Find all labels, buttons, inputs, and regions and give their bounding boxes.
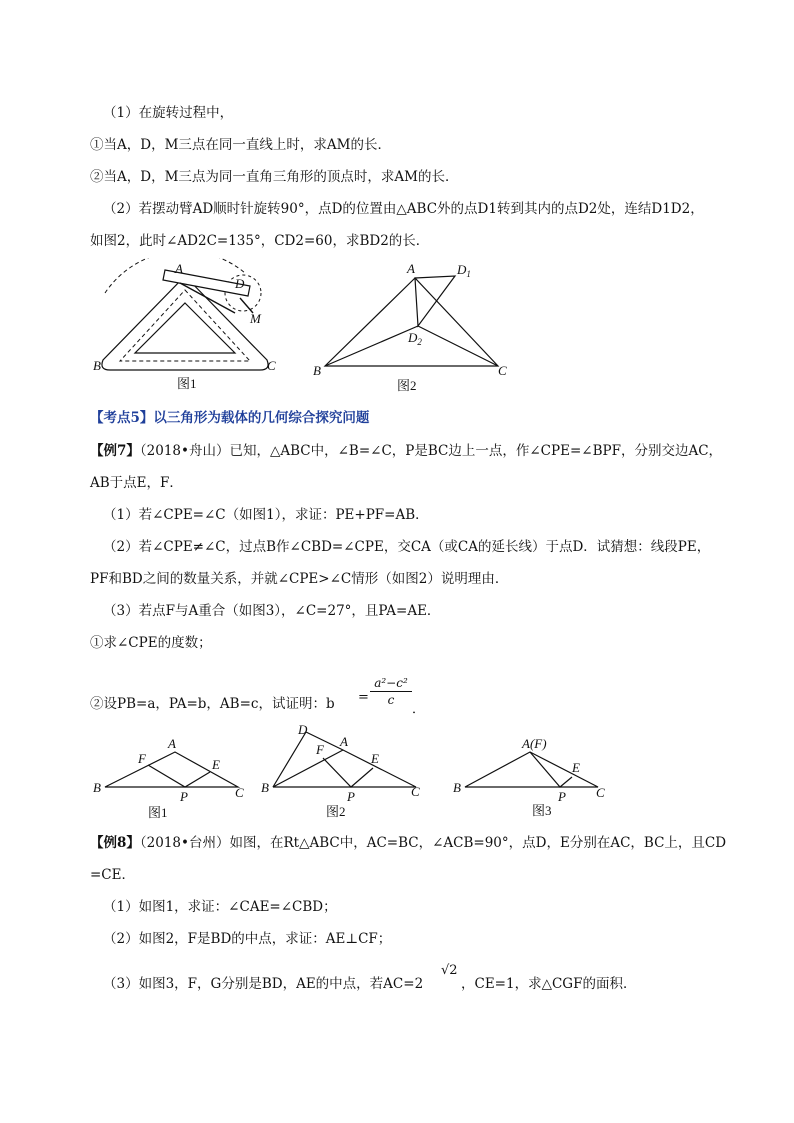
text-line-p1: （1）在旋转过程中， [103, 105, 234, 121]
text-line-e8-q3a: （3）如图3，F，G分别是BD，AE的中点，若AC=2 [103, 976, 424, 992]
label-B: B [93, 780, 101, 795]
text-line-p2: ①当A，D，M三点在同一直线上时，求AM的长． [90, 137, 391, 153]
figure-e7-1 [90, 735, 255, 825]
label-E: E [212, 757, 220, 772]
caption-top-2: 图2 [397, 378, 417, 393]
example-8-text: （2018•台州）如图，在Rt△ABC中，AC=BC，∠ACB=90°，点D，E分别在AC，BC上，且CD [139, 835, 727, 851]
text-line-e8-q1: （1）如图1，求证：∠CAE=∠CBD； [103, 899, 337, 915]
figure-top-2 [305, 258, 515, 393]
fraction [370, 676, 412, 707]
label-D1: $D_1$ [457, 262, 471, 279]
fraction-end: ． [412, 702, 426, 717]
label-F: F [316, 742, 324, 757]
figure-e7-3 [450, 735, 620, 825]
text-line-e8-q2: （2）如图2，F是BD的中点，求证：AE⊥CF； [103, 931, 392, 947]
label-M: M [250, 311, 261, 326]
text-line-e7-q2b: PF和BD之间的数量关系，并就∠CPE>∠C情形（如图2）说明理由． [90, 571, 509, 587]
label-D2: $D_2$ [408, 330, 422, 347]
label-B: B [453, 780, 461, 795]
text-line-e8-l2: =CE． [90, 867, 135, 883]
equals-sign: = [358, 690, 369, 705]
triangle-abc [273, 750, 416, 787]
label-P: P [558, 789, 566, 804]
keypoint-tag: 【考点5】 [90, 410, 154, 426]
label-B: B [261, 780, 269, 795]
example-7-text: （2018•舟山）已知，△ABC中，∠B=∠C，P是BC边上一点，作∠CPE=∠BPF，分别交边AC， [139, 443, 723, 459]
keypoint-title: 以三角形为载体的几何综合探究问题 [153, 410, 370, 426]
label-A: A [168, 736, 176, 751]
label-C: C [267, 358, 276, 373]
example-7-tag: 【例7】 [90, 443, 140, 459]
label-D: D [298, 722, 308, 737]
label-D: D [235, 276, 245, 291]
label-C: C [235, 785, 244, 800]
keypoint-5-heading [90, 409, 369, 427]
text-line-e7-l2: AB于点E，F． [90, 475, 183, 491]
label-C: C [411, 784, 420, 799]
segments-fp-pe [323, 758, 373, 787]
example-8-line-1 [90, 834, 726, 852]
example-7-line-1 [90, 442, 722, 460]
text-line-e8-q3b: ，CE=1，求△CGF的面积． [461, 976, 637, 992]
text-line-p3: ②当A，D，M三点为同一直角三角形的顶点时，求AM的长． [90, 169, 459, 185]
text-line-p5: 如图2，此时∠AD2C=135°，CD2=60，求BD2的长． [90, 233, 430, 249]
label-P: P [180, 789, 188, 804]
label-E: E [371, 751, 379, 766]
sqrt-two: √2 [441, 963, 458, 978]
label-E: E [572, 760, 580, 775]
fraction-denominator: c [387, 693, 395, 707]
label-C: C [498, 363, 507, 378]
text-line-e7-q2a: （2）若∠CPE≠∠C，过点B作∠CBD=∠CPE，交CA（或CA的延长线）于点D．试猜想：线段PE， [103, 539, 711, 555]
middle-dashed-track [120, 290, 250, 361]
text-line-e7-q3b: ②设PB=a，PA=b，AB=c，试证明：b [90, 696, 335, 712]
fraction-numerator: a²−c² [374, 676, 408, 690]
label-A: A [340, 734, 348, 749]
caption-top-1: 图1 [177, 376, 197, 391]
segments-fp-pe [148, 765, 210, 787]
text-line-e7-q3: （3）若点F与A重合（如图3），∠C=27°，且PA=AE． [103, 603, 441, 619]
label-A: A [407, 261, 415, 276]
text-line-p4: （2）若摆动臂AD顺时针旋转90°，点D的位置由△ABC外的点D1转到其内的点D2处，连结D1D2， [103, 201, 704, 217]
caption-e7-1: 图1 [148, 805, 168, 820]
caption-e7-3: 图3 [532, 803, 552, 818]
segments-bd-da [273, 732, 343, 787]
example-8-tag: 【例8】 [90, 835, 140, 851]
text-line-e7-q1: （1）若∠CPE=∠C（如图1），求证：PE+PF=AB． [103, 507, 429, 523]
text-line-e7-q3a: ①求∠CPE的度数； [90, 635, 212, 651]
label-B: B [93, 358, 101, 373]
label-B: B [313, 363, 321, 378]
figure-e7-2 [258, 722, 428, 822]
caption-e7-2: 图2 [326, 804, 346, 819]
label-P: P [347, 789, 355, 804]
label-F: F [138, 751, 146, 766]
figure-top-1 [85, 258, 285, 393]
label-C: C [596, 785, 605, 800]
label-AF: A(F) [522, 736, 547, 751]
label-A: A [175, 261, 183, 276]
segments-ap-pe [530, 752, 572, 787]
